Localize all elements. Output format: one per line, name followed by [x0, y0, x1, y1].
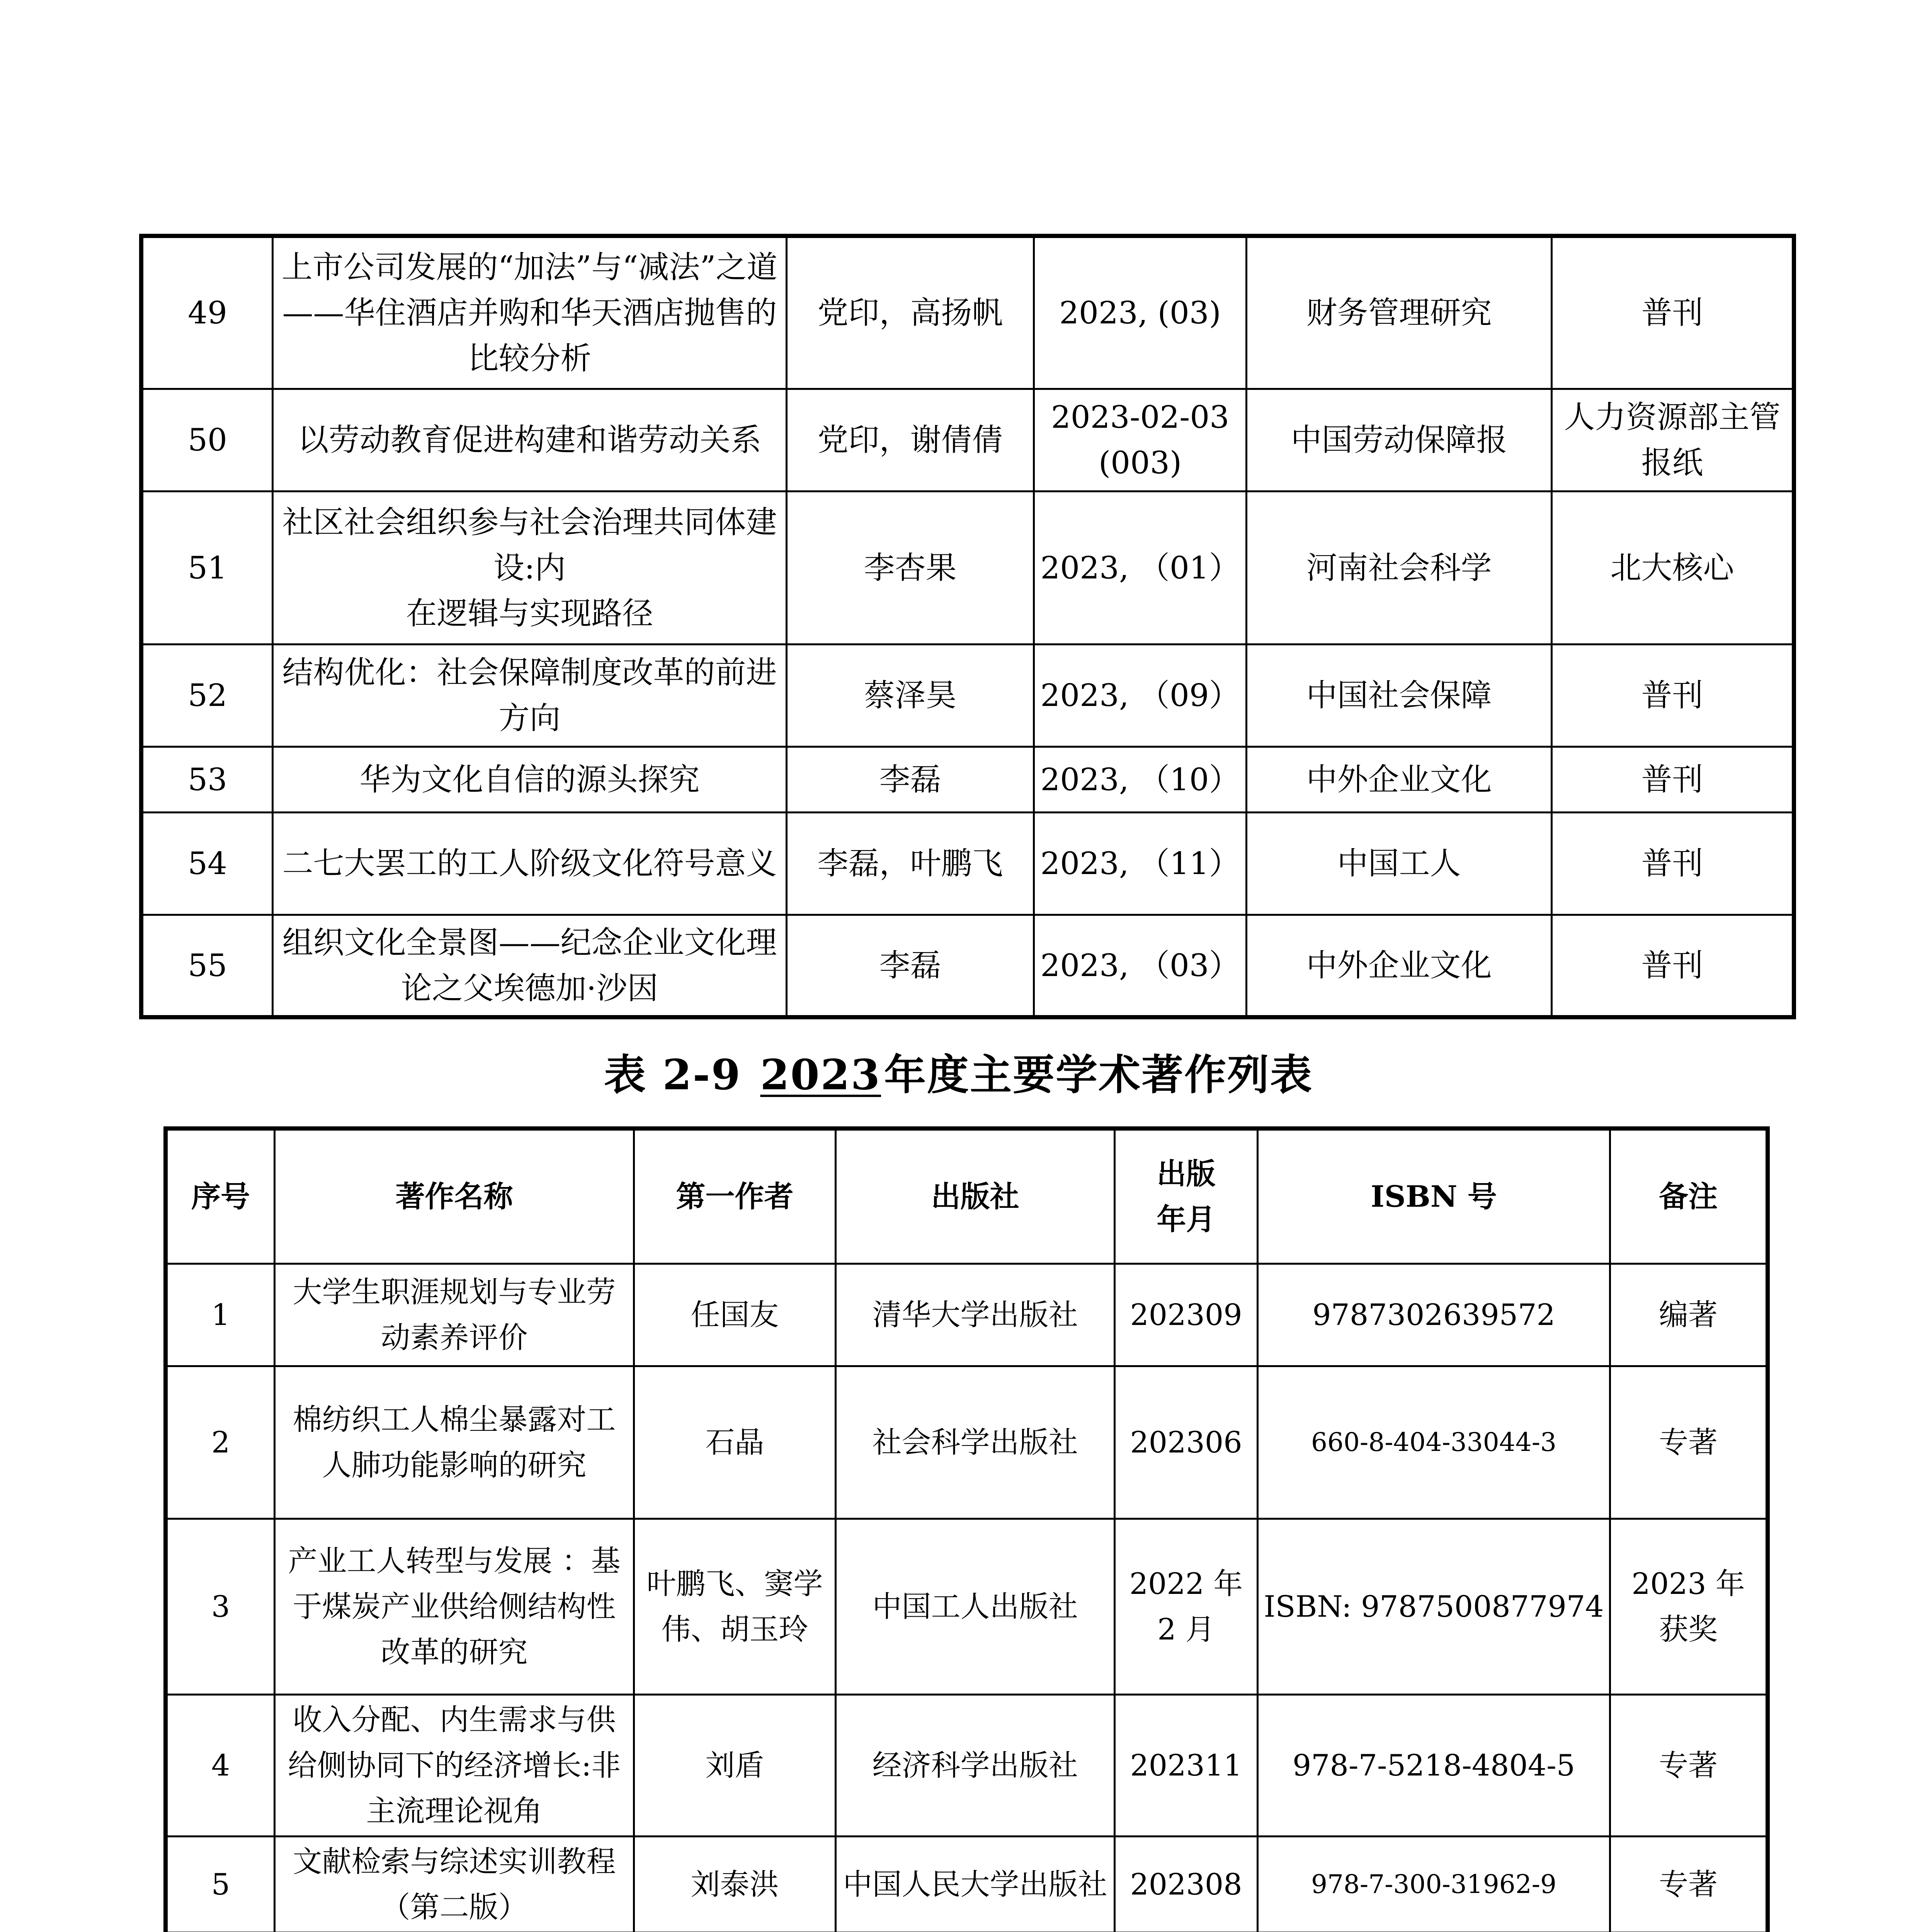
paper-journal: 中国劳动保障报: [1247, 389, 1552, 492]
header-author: 第一作者: [634, 1129, 836, 1264]
paper-date: 2023, （03）: [1034, 915, 1247, 1017]
caption-year: 2023: [760, 1051, 881, 1099]
paper-date: 2023, （11）: [1034, 813, 1247, 915]
paper-authors: 党印，谢倩倩: [787, 389, 1034, 492]
paper-title: 组织文化全景图——纪念企业文化理论之父埃德加·沙因: [273, 915, 787, 1017]
row-number: 51: [141, 492, 273, 645]
paper-level: 普刊: [1552, 747, 1794, 813]
table-row: [141, 389, 1794, 492]
table-row: [141, 645, 1794, 747]
row-number: 55: [141, 915, 273, 1017]
paper-date: 2023, (03): [1034, 236, 1247, 389]
book-author: 石晶: [634, 1366, 836, 1519]
paper-level: 北大核心: [1552, 492, 1794, 645]
paper-level: 普刊: [1552, 645, 1794, 747]
paper-level: 普刊: [1552, 915, 1794, 1017]
book-title: 大学生职涯规划与专业劳动素养评价: [275, 1264, 634, 1366]
caption-suffix: 年度主要学术著作列表: [884, 1051, 1313, 1099]
book-title: 文献检索与综述实训教程（第二版）: [275, 1837, 634, 1932]
book-title: 产业工人转型与发展 ：基于煤炭产业供给侧结构性改革的研究: [275, 1519, 634, 1695]
row-number: 49: [141, 236, 273, 389]
header-isbn: ISBN 号: [1258, 1129, 1610, 1264]
paper-journal: 中外企业文化: [1247, 747, 1552, 813]
table-row: [166, 1264, 1768, 1366]
book-publisher: 社会科学出版社: [836, 1366, 1115, 1519]
table-row: [141, 747, 1794, 813]
header-date: 出版 年月: [1115, 1129, 1258, 1264]
paper-level: 普刊: [1552, 236, 1794, 389]
table-row: [166, 1837, 1768, 1932]
row-number: 3: [166, 1519, 275, 1695]
paper-date: 2023, （10）: [1034, 747, 1247, 813]
paper-title: 结构优化：社会保障制度改革的前进方向: [273, 645, 787, 747]
table-row: [141, 492, 1794, 645]
table-header-row: [166, 1129, 1768, 1264]
book-date: 202311: [1115, 1695, 1258, 1837]
book-isbn: 9787302639572: [1258, 1264, 1610, 1366]
paper-journal: 中外企业文化: [1247, 915, 1552, 1017]
row-number: 5: [166, 1837, 275, 1932]
book-author: 任国友: [634, 1264, 836, 1366]
paper-journal: 中国工人: [1247, 813, 1552, 915]
paper-journal: 财务管理研究: [1247, 236, 1552, 389]
row-number: 53: [141, 747, 273, 813]
books-table: [163, 1126, 1770, 1932]
paper-authors: 蔡泽昊: [787, 645, 1034, 747]
table-row: [141, 915, 1794, 1017]
row-number: 2: [166, 1366, 275, 1519]
row-number: 1: [166, 1264, 275, 1366]
table-row: [141, 236, 1794, 389]
paper-title: 华为文化自信的源头探究: [273, 747, 787, 813]
book-publisher: 中国工人出版社: [836, 1519, 1115, 1695]
paper-journal: 中国社会保障: [1247, 645, 1552, 747]
caption-prefix: 表 2-9: [604, 1051, 742, 1099]
table-row: [166, 1695, 1768, 1837]
book-author: 刘盾: [634, 1695, 836, 1837]
table-caption: [0, 1041, 1917, 1101]
book-publisher: 清华大学出版社: [836, 1264, 1115, 1366]
book-isbn: ISBN: 9787500877974: [1258, 1519, 1610, 1695]
row-number: 50: [141, 389, 273, 492]
row-number: 54: [141, 813, 273, 915]
paper-title: 社区社会组织参与社会治理共同体建设:内 在逻辑与实现路径: [273, 492, 787, 645]
book-note: 专著: [1610, 1695, 1768, 1837]
header-title: 著作名称: [275, 1129, 634, 1264]
book-author: 刘泰洪: [634, 1837, 836, 1932]
paper-date: 2023, （01）: [1034, 492, 1247, 645]
book-title: 收入分配、内生需求与供给侧协同下的经济增长:非主流理论视角: [275, 1695, 634, 1837]
book-note: 专著: [1610, 1366, 1768, 1519]
book-note: 专著: [1610, 1837, 1768, 1932]
book-author: 叶鹏飞、窦学伟、胡玉玲: [634, 1519, 836, 1695]
paper-authors: 李磊，叶鹏飞: [787, 813, 1034, 915]
paper-title: 二七大罢工的工人阶级文化符号意义: [273, 813, 787, 915]
book-note: 2023 年 获奖: [1610, 1519, 1768, 1695]
paper-level: 人力资源部主管报纸: [1552, 389, 1794, 492]
paper-title: 以劳动教育促进构建和谐劳动关系: [273, 389, 787, 492]
book-date: 2022 年 2 月: [1115, 1519, 1258, 1695]
paper-authors: 李杏果: [787, 492, 1034, 645]
book-isbn: 660-8-404-33044-3: [1258, 1366, 1610, 1519]
paper-date: 2023, （09）: [1034, 645, 1247, 747]
book-publisher: 经济科学出版社: [836, 1695, 1115, 1837]
book-date: 202309: [1115, 1264, 1258, 1366]
paper-journal: 河南社会科学: [1247, 492, 1552, 645]
paper-authors: 李磊: [787, 747, 1034, 813]
table-row: [166, 1366, 1768, 1519]
book-isbn: 978-7-5218-4804-5: [1258, 1695, 1610, 1837]
book-isbn: 978-7-300-31962-9: [1258, 1837, 1610, 1932]
header-no: 序号: [166, 1129, 275, 1264]
book-date: 202306: [1115, 1366, 1258, 1519]
paper-authors: 党印，高扬帆: [787, 236, 1034, 389]
book-date: 202308: [1115, 1837, 1258, 1932]
book-publisher: 中国人民大学出版社: [836, 1837, 1115, 1932]
papers-table: [139, 234, 1796, 1019]
paper-date: 2023-02-03 (003): [1034, 389, 1247, 492]
paper-title: 上市公司发展的“加法”与“减法”之道——华住酒店并购和华天酒店抛售的比较分析: [273, 236, 787, 389]
header-note: 备注: [1610, 1129, 1768, 1264]
book-note: 编著: [1610, 1264, 1768, 1366]
table-row: [141, 813, 1794, 915]
row-number: 4: [166, 1695, 275, 1837]
table-row: [166, 1519, 1768, 1695]
paper-level: 普刊: [1552, 813, 1794, 915]
header-publisher: 出版社: [836, 1129, 1115, 1264]
paper-authors: 李磊: [787, 915, 1034, 1017]
row-number: 52: [141, 645, 273, 747]
book-title: 棉纺织工人棉尘暴露对工人肺功能影响的研究: [275, 1366, 634, 1519]
